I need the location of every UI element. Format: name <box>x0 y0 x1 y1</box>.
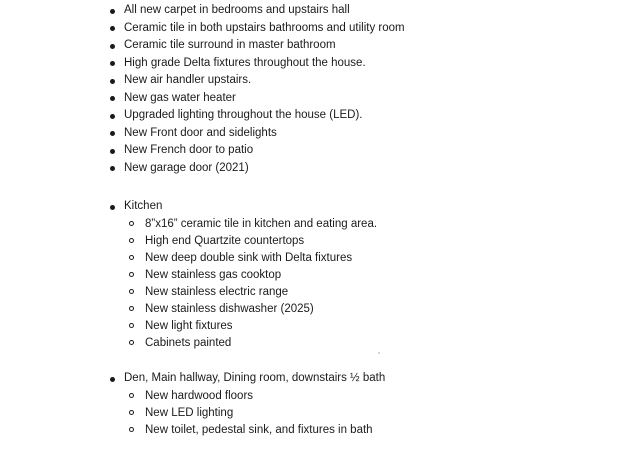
list-item-text: Cabinets painted <box>145 336 232 349</box>
list-item <box>107 107 405 125</box>
list-item-text: New garage door (2021) <box>124 161 249 174</box>
den-items-list <box>128 388 385 439</box>
list-item <box>107 20 405 38</box>
bullet-circle-icon <box>129 255 134 260</box>
list-item-text: New LED lighting <box>145 406 234 419</box>
list-item <box>128 216 377 233</box>
den-sublist-wrapper <box>107 388 385 439</box>
bullet-circle-icon <box>129 323 134 328</box>
scan-speck <box>378 352 380 354</box>
bullet-dot-icon <box>110 61 115 66</box>
list-item <box>107 160 405 178</box>
list-item-text: New stainless electric range <box>145 285 289 298</box>
list-item <box>128 284 377 301</box>
bullet-dot-icon <box>110 131 115 136</box>
list-item <box>128 301 377 318</box>
list-item <box>107 37 405 55</box>
list-item <box>107 2 405 20</box>
bullet-circle-icon <box>129 410 134 415</box>
general-updates-list <box>107 2 405 177</box>
den-section <box>107 370 385 439</box>
bullet-dot-icon <box>110 96 115 101</box>
bullet-circle-icon <box>129 289 134 294</box>
kitchen-sublist-wrapper <box>107 216 377 352</box>
bullet-dot-icon <box>110 205 115 210</box>
bullet-dot-icon <box>110 149 115 154</box>
list-item <box>128 267 377 284</box>
list-item-text: New toilet, pedestal sink, and fixtures in bath <box>145 423 373 436</box>
bullet-dot-icon <box>110 377 115 382</box>
list-item-text: New Front door and sidelights <box>124 126 277 139</box>
list-item <box>128 318 377 335</box>
list-item-text: High end Quartzite countertops <box>145 234 305 247</box>
bullet-dot-icon <box>110 44 115 49</box>
den-heading: Den, Main hallway, Dining room, downstairs ½ bath <box>124 372 386 384</box>
list-item-text: New stainless dishwasher (2025) <box>145 302 314 315</box>
bullet-circle-icon <box>129 306 134 311</box>
list-item-text: High grade Delta fixtures throughout the house. <box>124 56 366 69</box>
list-item-text: New deep double sink with Delta fixtures <box>145 251 353 264</box>
bullet-dot-icon <box>110 26 115 31</box>
list-item-text: Ceramic tile in both upstairs bathrooms and utility room <box>124 21 405 34</box>
list-item-text: New air handler upstairs. <box>124 74 252 86</box>
bullet-dot-icon <box>110 9 115 14</box>
list-item <box>128 335 377 352</box>
bullet-circle-icon <box>129 427 134 432</box>
section-heading <box>107 198 377 216</box>
bullet-dot-icon <box>110 114 115 119</box>
bullet-circle-icon <box>129 221 134 226</box>
bullet-circle-icon <box>129 340 134 345</box>
bullet-circle-icon <box>129 393 134 398</box>
list-item <box>128 233 377 250</box>
list-item-text: New French door to patio <box>124 144 254 156</box>
kitchen-items-list <box>128 216 377 352</box>
list-item-text: 8”x16” ceramic tile in kitchen and eating area. <box>145 217 378 230</box>
list-item <box>107 125 405 143</box>
bullet-circle-icon <box>129 272 134 277</box>
section-heading <box>107 370 385 388</box>
bullet-dot-icon <box>110 166 115 171</box>
list-item-text: New hardwood floors <box>145 389 254 402</box>
bullet-dot-icon <box>110 79 115 84</box>
list-item-text: Ceramic tile surround in master bathroom <box>124 39 336 51</box>
list-item-text: New light fixtures <box>145 319 233 332</box>
list-item <box>107 142 405 160</box>
list-item <box>128 250 377 267</box>
bullet-circle-icon <box>129 238 134 243</box>
list-item-text: New gas water heater <box>124 91 236 104</box>
list-item <box>107 72 405 90</box>
list-item-text: All new carpet in bedrooms and upstairs hall <box>124 4 350 16</box>
list-item <box>128 405 385 422</box>
list-item <box>128 422 385 439</box>
list-item <box>107 90 405 108</box>
list-item <box>128 388 385 405</box>
kitchen-section <box>107 198 377 352</box>
list-item <box>107 55 405 73</box>
list-item-text: Upgraded lighting throughout the house (LED). <box>124 109 363 121</box>
list-item-text: New stainless gas cooktop <box>145 268 282 281</box>
kitchen-heading: Kitchen <box>124 200 163 212</box>
